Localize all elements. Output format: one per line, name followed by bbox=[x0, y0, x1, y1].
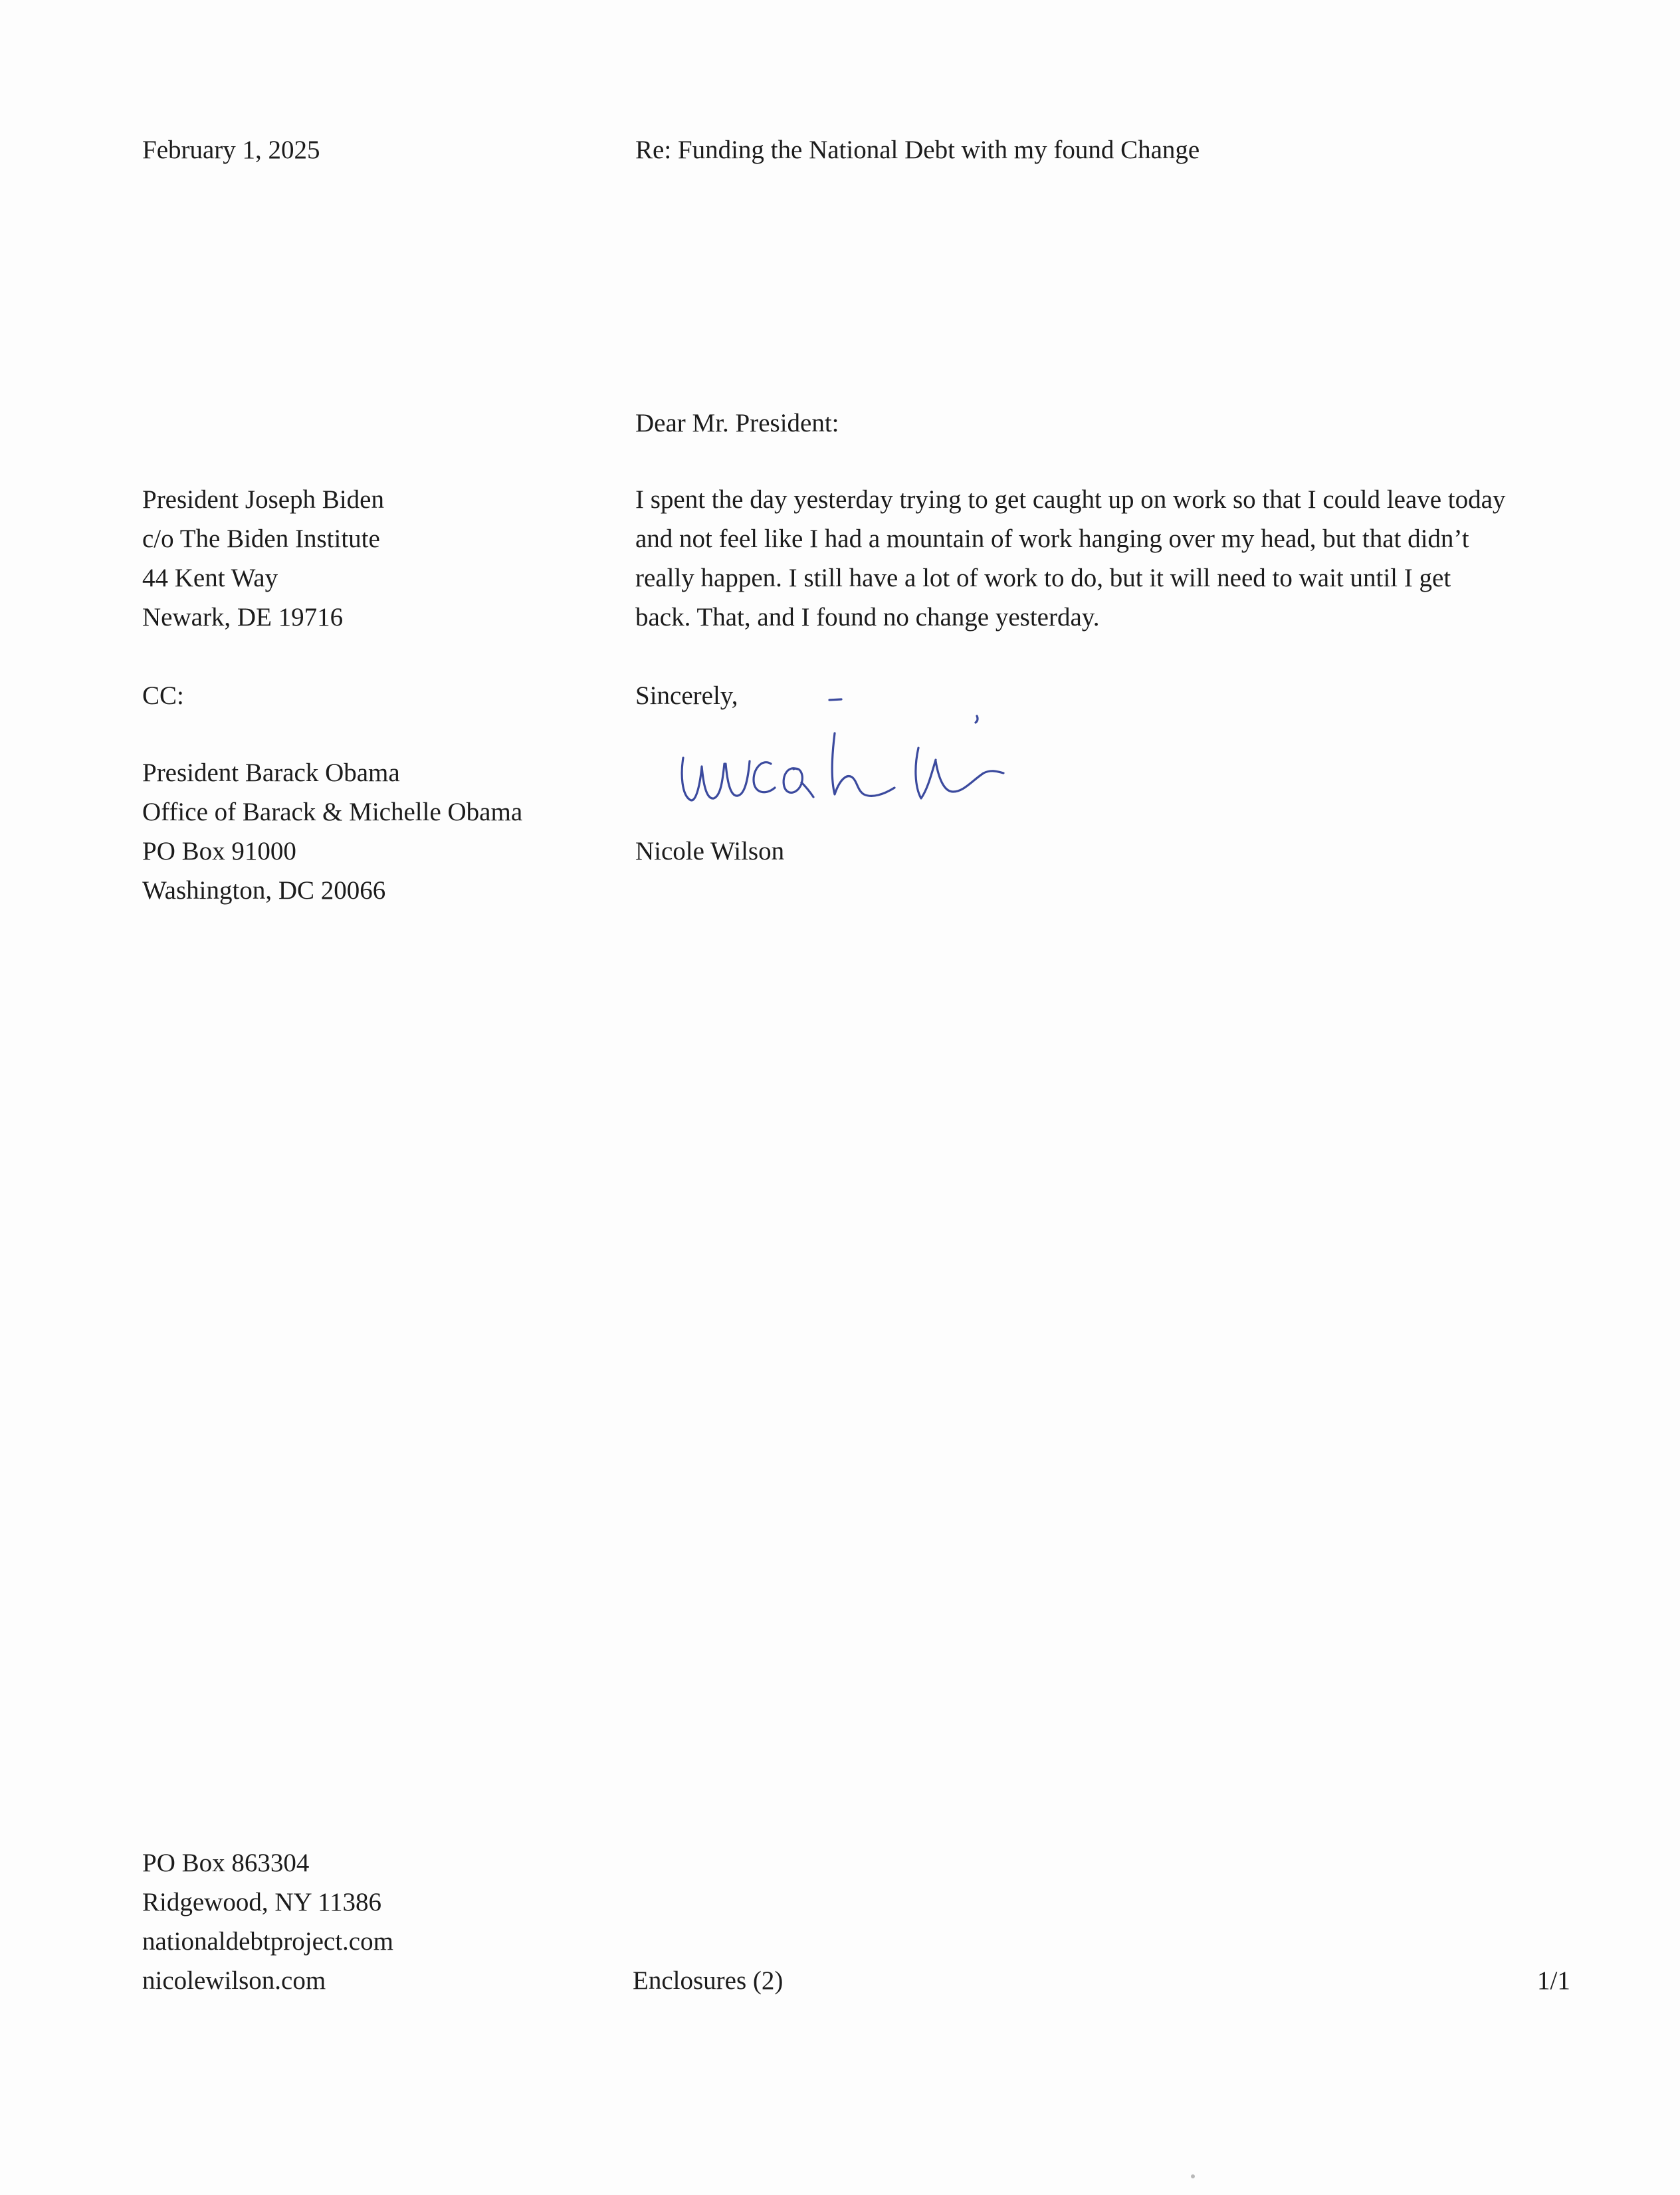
enclosures-note: Enclosures (2) bbox=[633, 1966, 784, 1995]
cc-recipient-line: President Barack Obama bbox=[142, 758, 400, 787]
scan-speck bbox=[1191, 2174, 1195, 2178]
recipient-line: President Joseph Biden bbox=[142, 485, 384, 514]
sender-address-line: Ridgewood, NY 11386 bbox=[142, 1888, 382, 1916]
cc-recipient-line: Washington, DC 20066 bbox=[142, 876, 386, 905]
sender-website-line: nicolewilson.com bbox=[142, 1966, 326, 1995]
recipient-address bbox=[142, 480, 384, 637]
handwritten-signature bbox=[671, 695, 1017, 828]
body-line: and not feel like I had a mountain of work hanging over my head, but that didn’t bbox=[635, 524, 1469, 553]
sender-address-line: PO Box 863304 bbox=[142, 1849, 310, 1877]
page-number: 1/1 bbox=[1537, 1966, 1570, 1995]
sender-website-line: nationaldebtproject.com bbox=[142, 1927, 393, 1956]
recipient-line: c/o The Biden Institute bbox=[142, 524, 380, 553]
salutation: Dear Mr. President: bbox=[635, 409, 839, 437]
cc-recipient-line: Office of Barack & Michelle Obama bbox=[142, 798, 523, 826]
body-line: I spent the day yesterday trying to get caught up on work so that I could leave today bbox=[635, 485, 1506, 514]
letter-body bbox=[635, 480, 1579, 637]
cc-recipient-address bbox=[142, 753, 522, 910]
recipient-line: 44 Kent Way bbox=[142, 564, 278, 592]
body-line: really happen. I still have a lot of work to do, but it will need to wait until I get bbox=[635, 564, 1451, 592]
cc-recipient-line: PO Box 91000 bbox=[142, 837, 296, 866]
letter-subject: Re: Funding the National Debt with my found Change bbox=[635, 136, 1200, 164]
body-line: back. That, and I found no change yesterday. bbox=[635, 603, 1100, 632]
letter-date: February 1, 2025 bbox=[142, 136, 320, 164]
signer-name: Nicole Wilson bbox=[635, 837, 785, 866]
cc-label: CC: bbox=[142, 681, 184, 710]
sender-address bbox=[142, 1843, 393, 2000]
closing: Sincerely, bbox=[635, 681, 738, 710]
recipient-line: Newark, DE 19716 bbox=[142, 603, 344, 632]
